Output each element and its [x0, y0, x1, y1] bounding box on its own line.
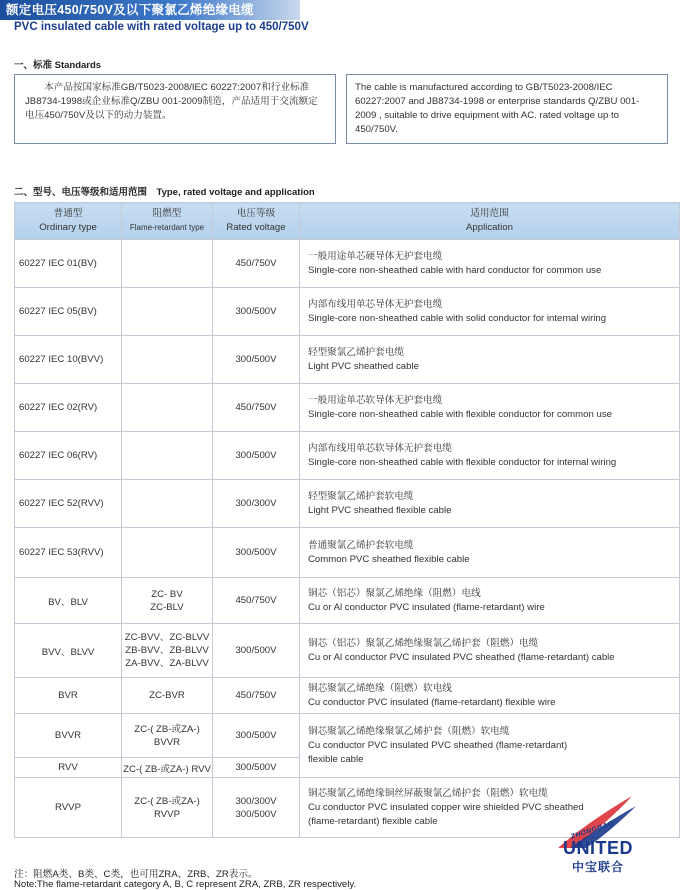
table-row	[15, 432, 680, 480]
table-row	[15, 528, 680, 578]
company-logo	[548, 790, 668, 890]
voltage-cell: 300/500V	[213, 528, 300, 578]
application-cell: 铜芯聚氯乙烯绝缘（阻燃）软电线 Cu conductor PVC insulated (flame-retardant) flexible wire	[300, 678, 680, 714]
page-subtitle: PVC insulated cable with rated voltage up to 450/750V	[14, 21, 309, 33]
model-cell: 60227 IEC 52(RVV)	[15, 480, 122, 528]
model-cell: 60227 IEC 10(BVV)	[15, 336, 122, 384]
voltage-cell: 450/750V	[213, 240, 300, 288]
flame-cell	[122, 528, 213, 578]
application-cell: 铜芯（铝芯）聚氯乙烯绝缘（阻燃）电线 Cu or Al conductor PVC insulated (flame-retardant) wire	[300, 578, 680, 624]
flame-cell: ZC-( ZB-或ZA-) BVVR	[122, 714, 213, 758]
voltage-cell: 300/500V	[213, 336, 300, 384]
voltage-cell: 450/750V	[213, 678, 300, 714]
application-cell: 铜芯聚氯乙烯绝缘聚氯乙烯护套（阻燃）软电缆 Cu conductor PVC insulated PVC sheathed (flame-retardant) flexible cable	[300, 714, 680, 778]
model-cell: 60227 IEC 06(RV)	[15, 432, 122, 480]
model-cell: 60227 IEC 02(RV)	[15, 384, 122, 432]
flame-cell: ZC-( ZB-或ZA-) RVV	[122, 758, 213, 778]
table-row	[15, 240, 680, 288]
model-cell: RVV	[15, 758, 122, 778]
application-cell: 轻型聚氯乙烯护套电缆 Light PVC sheathed cable	[300, 336, 680, 384]
table-row	[15, 624, 680, 678]
voltage-cell: 450/750V	[213, 578, 300, 624]
header-application: 适用范围 Application	[300, 203, 680, 240]
voltage-cell: 300/500V	[213, 432, 300, 480]
logo-name-cn: 中宝联合	[571, 860, 624, 874]
table-row	[15, 678, 680, 714]
flame-cell	[122, 384, 213, 432]
flame-cell	[122, 288, 213, 336]
flame-cell: ZC-( ZB-或ZA-) RVVP	[122, 778, 213, 838]
table-header-row	[15, 203, 680, 240]
model-cell: BV、BLV	[15, 578, 122, 624]
model-cell: 60227 IEC 01(BV)	[15, 240, 122, 288]
model-cell: 60227 IEC 53(RVV)	[15, 528, 122, 578]
model-cell: 60227 IEC 05(BV)	[15, 288, 122, 336]
voltage-cell: 300/500V	[213, 714, 300, 758]
section-application-heading: 二、型号、电压等级和适用范围 Type, rated voltage and application	[14, 187, 315, 198]
voltage-cell: 300/500V	[213, 288, 300, 336]
voltage-cell: 300/500V	[213, 758, 300, 778]
application-cell: 一般用途单芯软导体无护套电缆 Single-core non-sheathed cable with flexible conductor for common use	[300, 384, 680, 432]
model-cell: BVR	[15, 678, 122, 714]
header-flame-retardant-type: 阻燃型 Flame-retardant type	[122, 203, 213, 240]
application-cell: 一般用途单芯硬导体无护套电缆 Single-core non-sheathed cable with hard conductor for common use	[300, 240, 680, 288]
application-cell: 内部布线用单芯软导体无护套电缆 Single-core non-sheathed cable with flexible conductor for internal wiring	[300, 432, 680, 480]
section-standards-heading: 一、标准 Standards	[14, 60, 102, 71]
voltage-cell: 300/300V 300/500V	[213, 778, 300, 838]
voltage-cell: 450/750V	[213, 384, 300, 432]
table-row	[15, 288, 680, 336]
application-cell: 铜芯聚氯乙烯绝缘铜丝屏蔽聚氯乙烯护套（阻燃）软电缆 Cu conductor PVC insulated copper wire shielded PVC sheathed (flame-retardant) flexible cable	[300, 778, 680, 838]
table-row	[15, 480, 680, 528]
table-row	[15, 336, 680, 384]
application-cell: 内部布线用单芯导体无护套电缆 Single-core non-sheathed cable with solid conductor for internal wiring	[300, 288, 680, 336]
table-row	[15, 384, 680, 432]
model-cell: BVV、BLVV	[15, 624, 122, 678]
note-en: Note:The flame-retardant category A, B, C represent ZRA, ZRB, ZR respectively.	[14, 879, 357, 890]
voltage-cell: 300/500V	[213, 624, 300, 678]
application-cell: 轻型聚氯乙烯护套软电缆 Light PVC sheathed flexible cable	[300, 480, 680, 528]
cable-spec-table	[14, 202, 680, 838]
flame-cell: ZC- BV ZC-BLV	[122, 578, 213, 624]
model-cell: BVVR	[15, 714, 122, 758]
model-cell: RVVP	[15, 778, 122, 838]
table-row	[15, 578, 680, 624]
flame-cell	[122, 480, 213, 528]
logo-brand-text: ZHONGBAO	[570, 820, 615, 841]
flame-cell: ZC-BVV、ZC-BLVV ZB-BVV、ZB-BLVV ZA-BVV、ZA-BLVV	[122, 624, 213, 678]
flame-cell	[122, 336, 213, 384]
application-cell: 铜芯（铝芯）聚氯乙烯绝缘聚氯乙烯护套（阻燃）电缆 Cu or Al conductor PVC insulated PVC sheathed (flame-retardant) cable	[300, 624, 680, 678]
flame-cell	[122, 240, 213, 288]
header-ordinary-type: 普通型 Ordinary type	[15, 203, 122, 240]
note-cn: 注：阻燃A类、B类、C类，也可用ZRA、ZRB、ZR表示。	[14, 869, 258, 880]
header-rated-voltage: 电压等级 Rated voltage	[213, 203, 300, 240]
page-title: 额定电压450/750V及以下聚氯乙烯绝缘电缆	[0, 0, 300, 20]
flame-cell: ZC-BVR	[122, 678, 213, 714]
standards-text-cn: 本产品按国家标准GB/T5023-2008/IEC 60227:2007和行业标准JB8734-1998或企业标准Q/ZBU 001-2009制造，产品适用于交流额定电压450/750V及以下的动力装置。	[14, 74, 336, 144]
flame-cell	[122, 432, 213, 480]
application-cell: 普通聚氯乙烯护套软电缆 Common PVC sheathed flexible cable	[300, 528, 680, 578]
voltage-cell: 300/300V	[213, 480, 300, 528]
standards-text-en: The cable is manufactured according to GB/T5023-2008/IEC 60227:2007 and JB8734-1998 or enterprise standards Q/ZBU 001-2009 , suitable to drive equipment with AC. rated voltage up to 450/750V.	[346, 74, 668, 144]
table-row	[15, 714, 680, 758]
logo-name: UNITED	[563, 838, 633, 858]
